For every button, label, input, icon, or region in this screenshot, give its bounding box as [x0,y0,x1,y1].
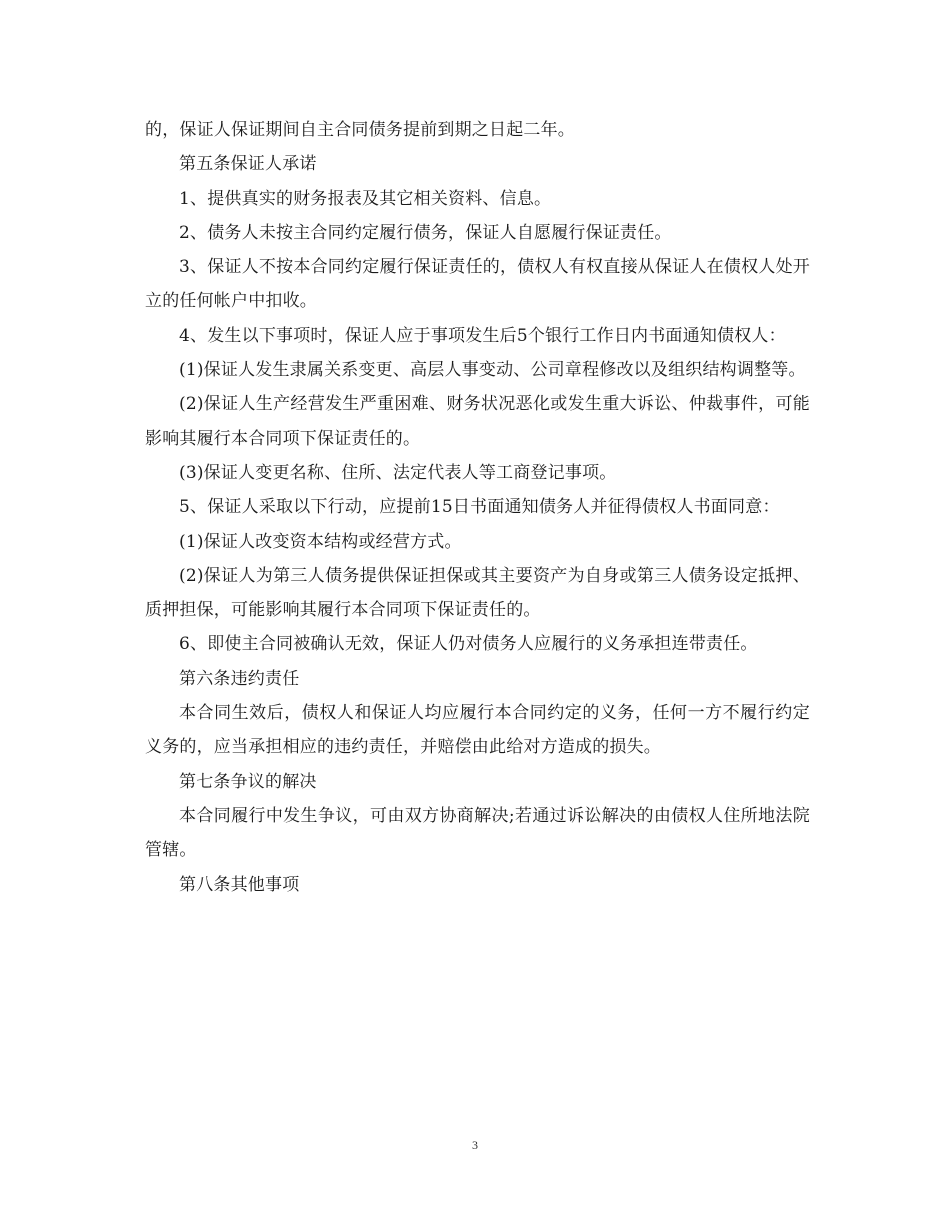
paragraph: (1)保证人发生隶属关系变更、高层人事变动、公司章程修改以及组织结构调整等。 [179,360,806,381]
paragraph: (2)保证人为第三人债务提供保证担保或其主要资产为自身或第三人债务设定抵押、质押担保，可能影响其履行本合同项下保证责任的。 [145,565,810,621]
paragraph: (2)保证人生产经营发生严重困难、财务状况恶化或发生重大诉讼、仲裁事件，可能影响其履行本合同项下保证责任的。 [145,394,810,449]
paragraph: 第七条争议的解决 [179,771,317,792]
paragraph: 第八条其他事项 [179,874,300,895]
paragraph: 的，保证人保证期间自主合同债务提前到期之日起二年。 [145,120,575,140]
paragraph: 本合同履行中发生争议，可由双方协商解决;若通过诉讼解决的由债权人住所地法院管辖。 [145,805,810,861]
document-body [145,113,810,902]
paragraph: (3)保证人变更名称、住所、法定代表人等工商登记事项。 [179,462,617,483]
paragraph: 第五条保证人承诺 [179,154,317,175]
paragraph: 4、发生以下事项时，保证人应于事项发生后5个银行工作日内书面通知债权人： [179,325,786,346]
paragraph: 2、债务人未按主合同约定履行债务，保证人自愿履行保证责任。 [179,222,672,243]
paragraph: 第六条违约责任 [179,668,300,689]
paragraph: 3、保证人不按本合同约定履行保证责任的，债权人有权直接从保证人在债权人处开立的任何帐户中扣收。 [145,257,810,312]
paragraph: 5、保证人采取以下行动，应提前15日书面通知债务人并征得债权人书面同意： [179,497,780,518]
paragraph: 本合同生效后，债权人和保证人均应履行本合同约定的义务，任何一方不履行约定义务的，应当承担相应的违约责任，并赔偿由此给对方造成的损失。 [145,703,810,758]
page-number: 3 [472,1138,478,1152]
paragraph: 6、即使主合同被确认无效，保证人仍对债务人应履行的义务承担连带责任。 [179,634,758,655]
paragraph: 1、提供真实的财务报表及其它相关资料、信息。 [179,188,552,209]
paragraph: (1)保证人改变资本结构或经营方式。 [179,531,462,552]
